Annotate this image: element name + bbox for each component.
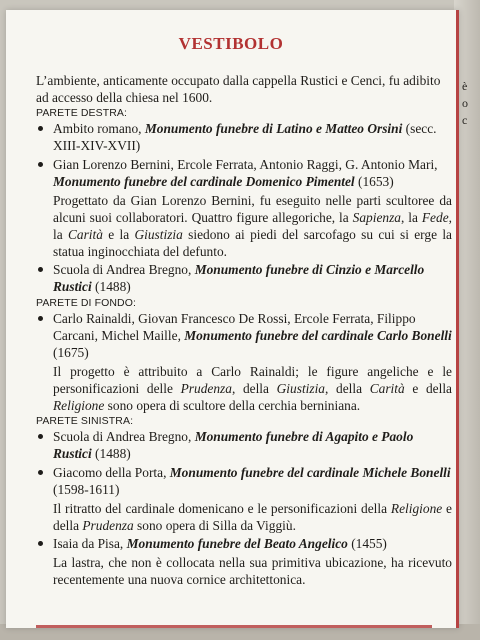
bullet-icon bbox=[38, 541, 43, 546]
section-label-left-wall: PARETE SINISTRA: bbox=[36, 415, 134, 427]
bullet-icon bbox=[38, 162, 43, 167]
description-paragraph: Il ritratto del cardinale domenicano e le personificazioni della Religione e della Prudenza sono opera di Silla da Viggiù. bbox=[53, 501, 452, 533]
work-title: Monumento funebre del cardinale Carlo Bonelli bbox=[184, 328, 452, 343]
list-item: Ambito romano, Monumento funebre di Latino e Matteo Orsini (secc. XIII-XIV-XVII) bbox=[36, 120, 452, 154]
edge-fragment: è bbox=[462, 79, 468, 93]
adjacent-sign-fragment bbox=[462, 78, 480, 129]
list-item: Scuola di Andrea Bregno, Monumento funebre di Cinzio e Marcello Rustici (1488) bbox=[36, 261, 452, 295]
list-item: Isaia da Pisa, Monumento funebre del Beato Angelico (1455) bbox=[36, 535, 452, 552]
bullet-icon bbox=[38, 434, 43, 439]
list-item: Giacomo della Porta, Monumento funebre del cardinale Michele Bonelli (1598-1611) bbox=[36, 464, 452, 498]
description-paragraph: Progettato da Gian Lorenzo Bernini, fu eseguito nelle parti scultoree da alcuni suoi collaboratori. Quattro figure allegoriche, la Sapienza, la Fede, la Carità e la Giustizia siedono ai piedi del sarcofago su cui si erge la statua inginocchiata del defunto. bbox=[53, 193, 452, 259]
work-title: Monumento funebre di Cinzio e Marcello Rustici bbox=[53, 262, 425, 294]
panel-title: VESTIBOLO bbox=[178, 34, 284, 53]
bullet-icon bbox=[38, 126, 43, 131]
work-title: Monumento funebre di Agapito e Paolo Rustici bbox=[53, 429, 414, 461]
frame-bottom-border bbox=[36, 625, 432, 628]
section-label-back-wall: PARETE DI FONDO: bbox=[36, 297, 136, 309]
work-title: Monumento funebre del Beato Angelico bbox=[126, 536, 348, 551]
edge-fragment: c bbox=[462, 113, 468, 127]
info-panel bbox=[6, 10, 459, 628]
work-title: Monumento funebre del cardinale Domenico Pimentel bbox=[53, 174, 355, 189]
section-label-right-wall: PARETE DESTRA: bbox=[36, 107, 128, 119]
work-title: Monumento funebre del cardinale Michele Bonelli bbox=[169, 465, 451, 480]
list-item: Carlo Rainaldi, Giovan Francesco De Rossi, Ercole Ferrata, Filippo Carcani, Michel Maille, Monumento funebre del cardinale Carlo Bonelli (1675) bbox=[36, 310, 452, 361]
description-paragraph: La lastra, che non è collocata nella sua primitiva ubicazione, ha ricevuto recentemente una nuova cornice architettonica. bbox=[53, 555, 452, 587]
list-item: Gian Lorenzo Bernini, Ercole Ferrata, Antonio Raggi, G. Antonio Mari, Monumento funebre del cardinale Domenico Pimentel (1653) bbox=[36, 156, 452, 190]
panel-content bbox=[36, 72, 452, 589]
bullet-icon bbox=[38, 316, 43, 321]
edge-fragment: o bbox=[462, 96, 468, 110]
bullet-icon bbox=[38, 267, 43, 272]
intro-paragraph: L’ambiente, anticamente occupato dalla cappella Rustici e Cenci, fu adibito ad accesso della chiesa nel 1600. bbox=[36, 73, 441, 105]
description-paragraph: Il progetto è attribuito a Carlo Rainaldi; le figure angeliche e le personificazioni delle Prudenza, della Giustizia, della Carità e della Religione sono opera di scultore della cerchia berniniana. bbox=[53, 364, 452, 413]
list-item: Scuola di Andrea Bregno, Monumento funebre di Agapito e Paolo Rustici (1488) bbox=[36, 428, 452, 462]
bullet-icon bbox=[38, 470, 43, 475]
work-title: Monumento funebre di Latino e Matteo Orsini bbox=[144, 121, 403, 136]
